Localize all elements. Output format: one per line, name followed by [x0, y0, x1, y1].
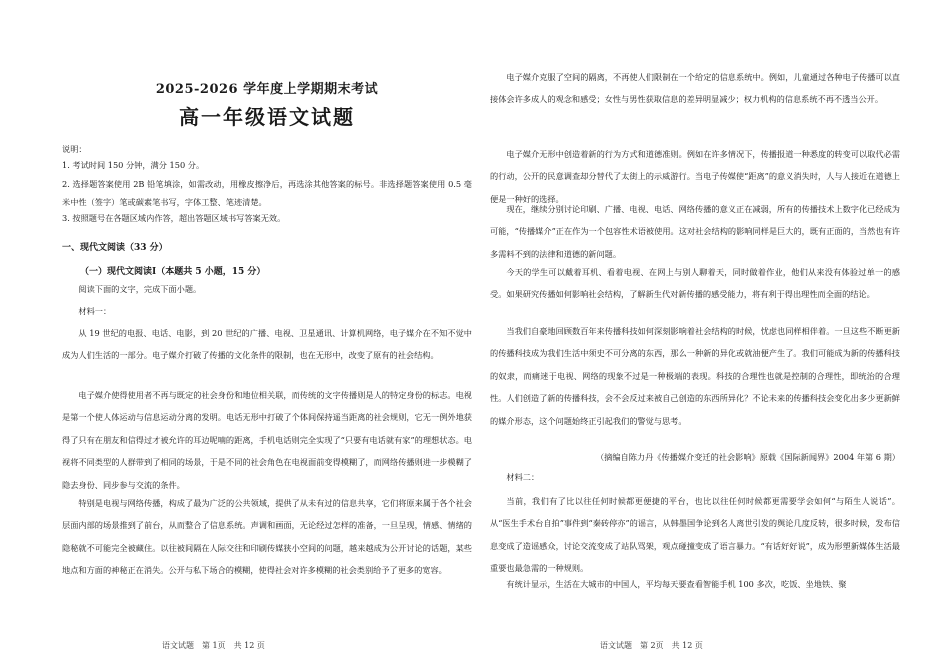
note-3: 3. 按照题号在各题区域内作答，超出答题区域书写答案无效。	[62, 213, 286, 223]
paragraph-8: 当我们自豪地回顾数百年来传播科技如何深刻影响着社会结构的时候，忧虑也同样相伴着。一旦这些不断更新的传播科技成为我们生活中须史不可分离的东西，那么一种新的异化或就油便产生了。我们可能成为新的传播科技的奴隶，而痛迷于电视、网络的现象不过是一种极端的表现。科技的合理性也就是控制的合理性，即统治的合理性。人们创造了新的传播科技，会不会反过来被自己创造的东西所异化？不论未来的传播科技会变化出多少更新鲜的媒介形态，这个问题始终正引起我们的警觉与思考。	[490, 326, 900, 426]
material-2-label: 材料二：	[506, 472, 540, 482]
instruction-text: 阅读下面的文字，完成下面小题。	[78, 284, 202, 294]
note-2: 2. 选择题答案使用 2B 铅笔填涂，如需改动，用橡皮擦净后，再选涂其他答案的标号。非选择题答案使用 0.5 毫米中性（签字）笔或碳素笔书写，字体工整、笔迹清楚。	[62, 179, 472, 207]
exam-subtitle: 高一年级语文试题	[179, 105, 355, 129]
paragraph-6: 现在，继续分别讨论印刷、广播、电视、电话、网络传播的意义正在减弱，所有的传播技术上数字化已经成为可能，“传播媒介”正在作为一个包容性术语被使用。这对社会结构的影响同样是巨大的，既有正面的，当然也有许多需料不到的法律和道德的新问题。	[490, 204, 900, 259]
paragraph-10: 有统计显示，生活在大城市的中国人，平均每天要查看智能手机 100 多次，吃饭、坐地铁、聚	[506, 579, 847, 589]
paragraph-7: 今天的学生可以戴着耳机、看着电视、在网上与别人聊着天，同时做着作业，他们从来没有体验过单一的感受。如果研究传播如何影响社会结构，了解新生代对新传播的感受能力，将有利于得出理性而全面的结论。	[490, 267, 900, 300]
paragraph-3: 特别是电视与网络传播，构成了最为广泛的公共领域，提供了从未有过的信息共享，它们将原来属于各个社会层面内部的场景推到了前台，从而整合了信息系统。声调和画面，无论经过怎样的准备，一旦呈现，情感、情绪的隐秘就不可能完全被藏住。以往被间隔在人际交往和印刷传媒狭小空间的问题，越来越成为公开讨论的话题，某些地点和方面的神秘正在消失。公开与私下场合的模糊，使得社会对许多模糊的社会类别给予了更多的宽容。	[62, 498, 472, 576]
page-1-footer: 语文试题 第 1页 共 12 页	[162, 641, 265, 650]
paragraph-2: 电子媒介使得使用者不再与既定的社会身份和地位相关联，而传统的文字传播则是人的特定身份的标志。电视是第一个使人体运动与信息运动分离的发明。电话无形中打破了个体间保持遥当距离的社会规则，它无一例外地获得了只有在朋友和信得过才被允许的耳边呢喃的距离，手机电话则完全实现了“只要有电话就有家”的理想状态。电视将不同类型的人群带到了相同的场景，于是不同的社会角色在电视面前变得模糊了，而网络传播则进一步模糊了隐去身份、同步参与交流的条件。	[62, 390, 472, 490]
paragraph-5: 电子媒介无形中创造着新的行为方式和道德准则。例如在许多情况下，传播报道一种悉度的转变可以取代必需的行动，公开的民意调查却分替代了太街上的示威游行。当电子传媒使“距离”的意义消失时，人与人接近在道德上便是一种好的选择。	[490, 149, 900, 204]
material-1-label: 材料一：	[78, 306, 112, 316]
paragraph-9: 当前，我们有了比以往任何时候都更便捷的平台，也比以往任何时候都更需要学会如何“与陌生人说话”。从“医生手术台自拍”事件到“秦砖停亦”的谣言，从韩墨国争论到名人离世引发的舆论几度反转，很多时候，发布信息变成了造谣感众，讨论交流变成了站队骂架，观点碰撞变成了语言暴力。“有话好好说”，成为形塑新媒体生活最重要也最急需的一种规则。	[490, 496, 900, 574]
notes-label: 说明：	[62, 144, 87, 154]
exam-title: 2025-2026 学年度上学期期末考试	[155, 82, 379, 97]
subsection-heading-1: （一）现代文阅读Ⅰ（本题共 5 小题，15 分）	[80, 267, 266, 277]
note-1: 1. 考试时间 150 分钟，满分 150 分。	[62, 160, 205, 170]
paragraph-4: 电子媒介克服了空间的隔离，不再使人们限制在一个给定的信息系统中。例如，儿童通过各种电子传播可以直接体会许多成人的观念和感受；女性与男性获取信息的差异明显减少；权力机构的信息系统不再不透当公开。	[490, 72, 900, 105]
section-heading-1: 一、现代文阅读（33 分）	[62, 243, 168, 253]
source-citation: （摘编自陈力丹《传播媒介变迁的社会影响》原载《国际新闻界》2004 年第 6 期）	[595, 452, 900, 462]
paragraph-1: 从 19 世纪的电报、电话、电影，到 20 世纪的广播、电视、卫星通讯、计算机网络，电子媒介在不知不觉中成为人们生活的一部分。电子媒介打破了传播的文化条件的限制，也在无形中，改变了原有的社会结构。	[62, 328, 472, 361]
page-2-footer: 语文试题 第 2页 共 12 页	[600, 641, 703, 650]
